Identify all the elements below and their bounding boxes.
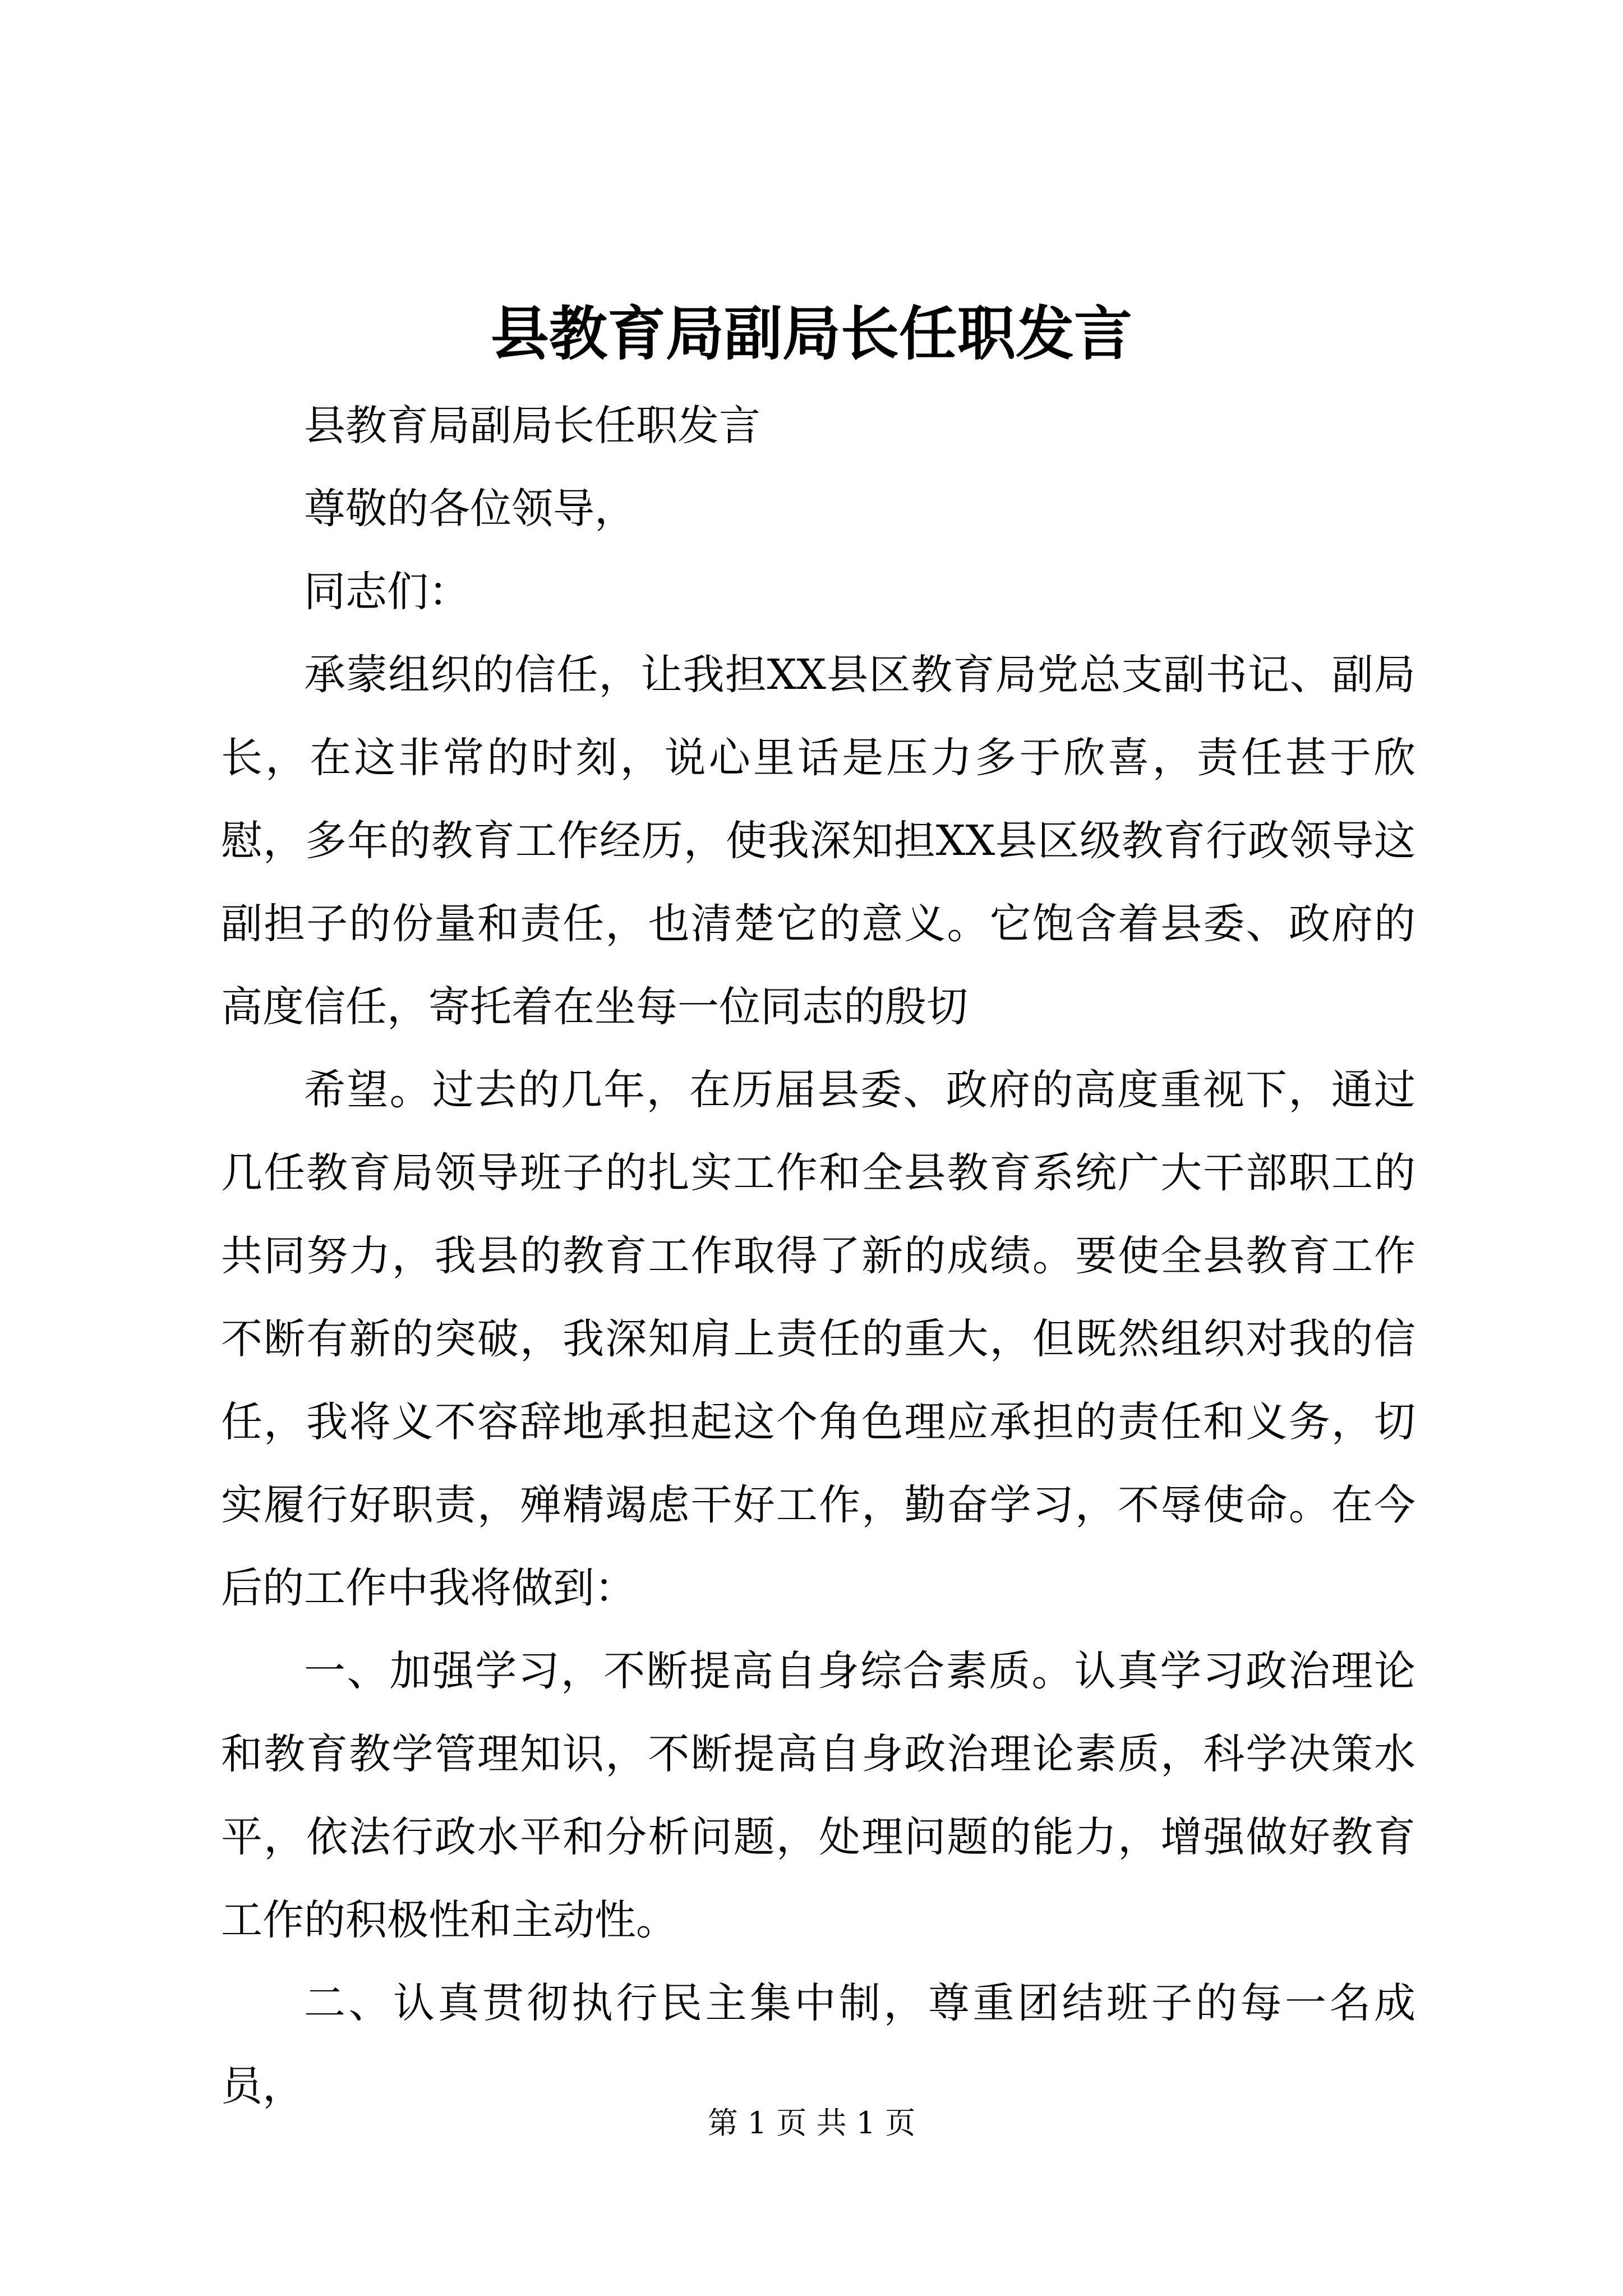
page-number-footer: 第 1 页 共 1 页 xyxy=(707,2105,916,2141)
body-paragraph: 希望。过去的几年，在历届县委、政府的高度重视下，通过几任教育局领导班子的扎实工作和全县教育系统广大干部职工的共同努力，我县的教育工作取得了新的成绩。要使全县教育工作不断有新的突破，我深知肩上责任的重大，但既然组织对我的信任，我将义不容辞地承担起这个角色理应承担的责任和义务，切实履行好职责，殚精竭虑干好工作，勤奋学习，不辱使命。在今后的工作中我将做到： xyxy=(221,1066,1415,1612)
body-paragraph-heading: 县教育局副局长任职发言 xyxy=(304,402,760,450)
body-paragraph-salutation: 尊敬的各位领导， xyxy=(304,485,636,533)
body-paragraph: 一、加强学习，不断提高自身综合素质。认真学习政治理论和教育教学管理知识，不断提高自身政治理论素质，科学决策水平，依法行政水平和分析问题，处理问题的能力，增强做好教育工作的积极性和主动性。 xyxy=(221,1647,1415,1944)
document-title: 县教育局副局长任职发言 xyxy=(490,299,1132,368)
body-paragraph: 二、认真贯彻执行民主集中制，尊重团结班子的每一名成员， xyxy=(221,1979,1415,2110)
document-body xyxy=(221,384,1415,2128)
body-paragraph-salutation-2: 同志们： xyxy=(304,568,470,616)
body-paragraph: 承蒙组织的信任，让我担XX县区教育局党总支副书记、副局长，在这非常的时刻，说心里话是压力多于欣喜，责任甚于欣慰，多年的教育工作经历，使我深知担XX县区级教育行政领导这副担子的份量和责任，也清楚它的意义。它饱含着县委、政府的高度信任，寄托着在坐每一位同志的殷切 xyxy=(221,651,1415,1031)
